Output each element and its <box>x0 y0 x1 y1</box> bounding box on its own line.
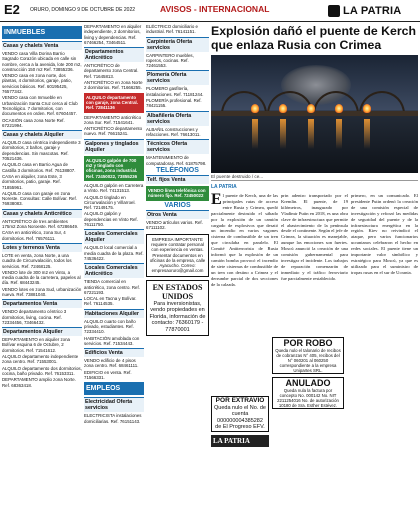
category-label: Locales Comerciales Anticrético <box>84 263 144 278</box>
classified-ad: VENDO departamento céntrico 3 dormitorios, living, cocina. Ref. 72334456, 73466432. <box>2 309 67 325</box>
category-label: Casas y chalets Alquiler <box>2 130 82 139</box>
classified-ad: VENDO casa en zona norte, dos plantas, 4 dormitorios, garaje, patio, servicios básicos. Ref. 60195425, 76577342. <box>2 73 72 95</box>
category-label: Telf. fijos Venta <box>146 175 209 184</box>
photo-caption: El puente destruido / ce... <box>211 174 418 181</box>
classified-list <box>2 41 82 388</box>
classified-ad: ALQUILO departamento independiente zona centro. Ref. 71553001. <box>2 354 79 365</box>
category-label: Departamentos Anticrético <box>84 47 144 62</box>
classified-ad: VENDO lote de 300 m2 en Vinto, a media cuadra de la carretera, papeles al día. Ref. 68443245. <box>2 269 81 286</box>
classified-ad: TIENDA comercial en anticrético, zona centro. Ref. 67221193. <box>84 279 140 295</box>
category-label: Galpones y tinglados Alquiler <box>84 139 144 154</box>
classified-ad: ALQUILO cuarto con baño privado, estudiantes. Ref. 72334410. <box>84 318 136 335</box>
classified-ad: LOCAL en Tacna y Bolívar. Ref. 76114535. <box>84 296 137 307</box>
classified-ad: EDIFICIO en venta. Ref. 71566331. <box>84 369 132 381</box>
article-text: prin adentro transportado por el Kremlin. El puente, de 19 kilómetros, inaugurado por Vladímir Putin en 2018, es una obra clave de infraestructura que permite el abastecimiento de la península desde el continente. Según el jefe de Crimea, la situación es manejable, aunque las emociones son fuertes. Moscú anunció la creación de una comisión gubernamental para investigar el incidente. Los trabajos de reparación comenzarán de inmediato y el tráfico ferroviario fue parcialmente restablecido. <box>281 193 348 281</box>
fire-reflection <box>336 119 342 149</box>
newspaper-logo <box>328 1 416 20</box>
highlighted-ad: ALQUILO departamento con garaje, zona Central. Ref. 72841136 <box>84 93 144 113</box>
classifieds-column-3 <box>146 24 209 524</box>
fire-reflection <box>280 119 286 149</box>
logo-mark-icon <box>328 5 340 17</box>
notice-title: POR EXTRAVIO <box>215 397 265 404</box>
category-label: Electricidad Oferta servicios <box>84 397 144 412</box>
classified-ad: ANTICRÉTICO de tres ambientes 175m2 Zona Noroeste. Ref. 67286649. <box>2 218 79 230</box>
category-label: Plomería Oferta servicios <box>146 70 209 85</box>
classified-ad: ALQUILO local comercial a media cuadra de la plaza. Ref. 74536422. <box>84 245 144 261</box>
bottom-logo: LA PATRIA <box>211 435 269 447</box>
section-title: AVISOS - INTERNACIONAL <box>160 4 270 14</box>
notice-text: Queda nulo el talonario de recibos de cobranzas N° 405, recibos del N° 060201 al 060250 correspondiente a la empresa Unipartes SRL. <box>275 348 341 373</box>
category-label: Carpintería Oferta servicios <box>146 37 209 52</box>
category-label: Otros Venta <box>146 210 209 219</box>
classified-ad: VENDO casa con Inmueble en Urbanización Santa Cruz cerca al Club Tecnológico. 7 dormitorios, con documentos en orden. Ref. 67604457. <box>2 95 78 117</box>
classified-ad: HABITACIÓN amoblada con servicios. Ref. 71534443. <box>84 335 140 346</box>
classified-ad: ALQUILO galpón y dependencias en Vinto Ref. 76111750. <box>84 211 138 228</box>
classified-ad: ANTICRÉTICO en zona Norte 2 dormitorios. Ref. 71666255. <box>84 80 143 91</box>
classified-list <box>146 24 209 336</box>
classified-ad: ALQUILO casa en Barrio Agua de Castilla 3 dormitorios. Ref. 76138807. <box>2 162 76 173</box>
category-label: Albañilería Oferta servicios <box>146 111 209 126</box>
notice-title: POR ROBO <box>283 338 333 348</box>
category-label: Técnicos Oferta servicios <box>146 139 209 154</box>
page-header <box>0 0 420 22</box>
classified-ad: PLOMERO gasfitería, instalaciones. Ref. 71181244. <box>146 86 204 97</box>
classified-ad: VENDO lotes en zona Sud, urbanización nueva. Ref. 73881040. <box>2 286 82 297</box>
category-label: Casas y chalets Anticrético <box>2 209 82 218</box>
article-headline: Explosión dañó el puente de Kerch que enlaza Rusia con Crimea <box>211 24 416 52</box>
dateline: ORURO, DOMINGO 9 DE OCTUBRE DE 2022 <box>30 7 136 13</box>
notice-text: Queda nulo el No. de cuenta 000000004385282 de El Progreso EFV. <box>214 405 266 431</box>
classified-ad: DEPARTAMENTO amplio zona Norte. Ref. 68363418. <box>2 377 76 388</box>
classified-ad: ANTICRÉTICO departamento nuevo. Ref. 76615241. <box>84 126 143 137</box>
category-label: Edificios Venta <box>84 348 144 357</box>
anulado-box <box>272 377 344 409</box>
classifieds-column-1 <box>2 24 82 524</box>
fire-icon <box>307 104 315 113</box>
fire-reflection <box>252 119 258 149</box>
highlighted-ad: ALQUILO galpón de 700 m2 y tinglado con oficinas, zona industrial. Ref. 72450022, 73855236 <box>84 156 144 181</box>
classified-ad: DEPARTAMENTO en alquiler independiente, 2 dormitorios, living y dependencias. Ref. 67466254, 73464511. <box>84 24 142 45</box>
category-label: Casas y chalets Venta <box>2 41 82 50</box>
article-text: primero, en un comunicado. El presidente Putin ordenó la creación de una comisión especial de investigación y reforzó las medidas de seguridad del puente y de la infraestructura energética en la región. Kiev no reivindicó el ataque, pero varios funcionarios ucranianos celebraron el hecho en redes sociales. El puente tiene un importante valor simbólico y estratégico para Moscú, ya que es utilizado para el suministro de tropas rusas en el sur de Ucrania. <box>351 193 418 275</box>
drop-cap: E <box>211 193 222 208</box>
article-text: l puente de Kerch, una de las principales rutas de acceso entre Rusia y Crimea, quedó parcialmente destruido el sábado por la explosión de un camión cargado de explosivos que desató un incendio en varios vagones cisterna de combustible de un tren que circulaba en paralelo. El Comité Antiterrorista de Rusia informó que la explosión de un camión bomba provocó el incendio de siete cisternas de combustible de un tren con destino a Crimea y el derrumbe parcial de dos secciones de la calzada. <box>211 193 278 287</box>
category-label: Departamentos Venta <box>2 299 82 308</box>
classified-ad: OCASIÓN casa zona Norte Ref. 67221994. <box>2 117 65 128</box>
page-number: E2 <box>4 2 20 17</box>
classified-ad: ELÉCTRICO domiciliario e industrial. Ref. 76141151. <box>146 24 198 35</box>
classified-ad: ALQUILO casa céntrica independiente 3 dormitorios, 2 baños, garaje y dependencias. Sin mascotas. Ref. 70521436. <box>2 140 81 162</box>
notice-title: ANULADO <box>285 378 331 388</box>
photo-water <box>211 116 418 173</box>
classified-ad: CASA en anticrético, zona Sur, 4 dormitorios. Ref. 76576111. <box>2 230 66 241</box>
notice-text: Queda nula la factura por concepto No. 000142 No. NIT 2211254016 No. de autorización 10180 de Sra. Esther Estévez. <box>277 388 339 408</box>
por-extravio-box <box>211 396 269 432</box>
fire-reflection <box>364 119 370 149</box>
classified-ad: VENDO artículos varios. Ref. 67111102. <box>146 220 203 231</box>
category-label: Habitaciones Alquiler <box>84 309 144 318</box>
classified-ad: VENDO casa Villa Dorina Barrio Sagrado Corazón ubicada en calle sin nombre, cerca a la avenida, lote 200 m2, construcción 150 m2 Ref. 73855236. <box>2 51 82 72</box>
classifieds-column-2 <box>84 24 144 524</box>
notice-boxes <box>272 337 344 522</box>
category-label: Departamentos Alquiler <box>2 327 82 336</box>
classified-ad: ALQUILO galpón en Carretera a Vinto. Ref. 74131513. <box>84 182 144 194</box>
boxed-ad: EMPRESA IMPORTANTE requiere contratar personal con experiencia en ventas. Presentar documentos en oficinas de la empresa, calle Ayacucho. Correo: empresaoruro@gmail.com <box>146 234 209 277</box>
classified-ad: PLOMERÍA profesional. Ref. 78421155. <box>146 98 202 109</box>
classified-ad: ANTICRÉTICO de departamento zona Central. Ref. 71645813. <box>84 63 139 79</box>
classified-ad: VENDO edificio de 4 pisos zona centro. Ref. 68461111. <box>84 358 139 369</box>
notice-box-column <box>211 396 269 527</box>
classified-ad: DEPARTAMENTO en alquiler zona Bolívar esquina 6 de Octubre, 2 dormitorios. Ref. 71541612. <box>2 337 70 353</box>
section-heading: VARIOS <box>164 201 191 209</box>
classified-ad: ALQUILO tinglado en Circunvalación y Villarroel. Ref. 72149175. <box>84 194 136 211</box>
classified-ad: ALBAÑIL construcciones y refacciones. Ref. 76613011. <box>146 126 201 137</box>
fire-icon <box>251 104 259 113</box>
classified-list <box>84 24 144 424</box>
ad-text: Para inversionistas, vendo propiedades en Florida, información de contacto: 76360179 - 77870001 <box>149 300 206 333</box>
category-label: Lotes y terrenos Venta <box>2 243 82 252</box>
category-label: Locales Comerciales Alquiler <box>84 229 144 244</box>
fire-icon <box>279 104 287 113</box>
article-column <box>351 193 418 523</box>
classified-ad: LOTE en venta, zona Norte, a una cuadra de Circunvalación, todos los servicios. Ref. 72468125. <box>2 252 72 269</box>
fire-icon <box>335 104 343 113</box>
ad-title: EN ESTADOS UNIDOS <box>152 282 203 301</box>
highlighted-ad: VENDO línea telefónica con número fijo. Ref. 72450022 <box>146 186 209 201</box>
classified-ad: ALQUILO casa con garaje en zona Noreste. Consultas: Calle Bolívar. Ref. 76938083. <box>2 190 77 207</box>
classified-ad: CARPINTERO muebles, roperos, cocinas. Ref. 72461553. <box>146 52 194 69</box>
classified-ad: ALQUILO departamento dos dormitorios, cocina, baño privado. Ref. 76153311. <box>2 365 82 376</box>
section-heading: TELÉFONOS <box>156 166 199 174</box>
fire-reflection <box>308 119 314 149</box>
por-robo-box <box>272 337 344 374</box>
category-header: INMUEBLES <box>2 26 82 39</box>
classified-ad: DEPARTAMENTO anticrético zona Sur. Ref. 71541641. <box>84 114 142 125</box>
logo-text: LA PATRIA <box>343 4 402 17</box>
article-photo <box>211 55 418 173</box>
estados-unidos-ad <box>146 280 209 337</box>
category-header: EMPLEOS <box>84 382 144 395</box>
fire-icon <box>363 104 371 113</box>
article-source: LA PATRIA <box>211 184 237 190</box>
classified-ad: MANTENIMIENTO de computadoras. Ref. 61875798. <box>146 155 207 166</box>
classified-ad: ELECTRICISTA instalaciones domiciliarias. Ref. 76151143. <box>84 413 142 424</box>
classified-ad: CASA en alquiler, zona Este, 3 dormitorios, patio, garaje. Ref. 71855961. <box>2 173 62 190</box>
